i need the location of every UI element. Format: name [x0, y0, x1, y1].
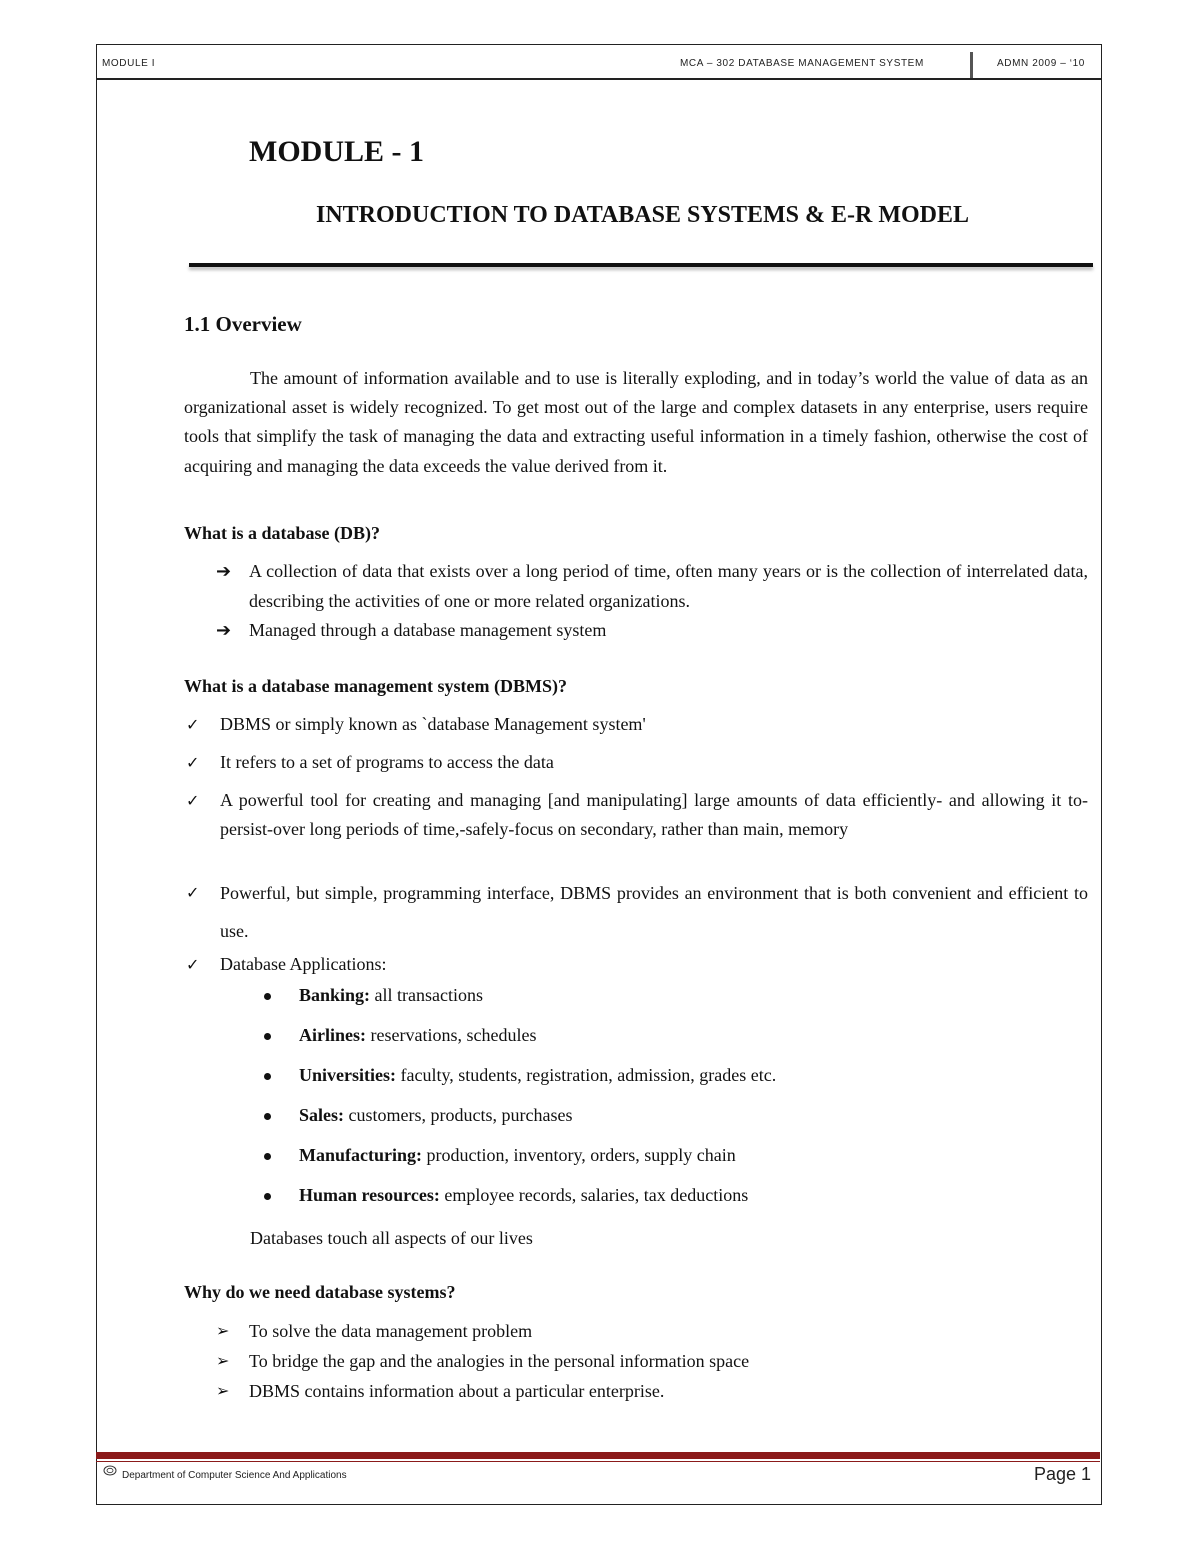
checkmark-icon: ✓ [186, 715, 200, 734]
database-applications-list [260, 981, 1080, 1221]
db-definition-list [216, 557, 1088, 646]
footer-department: Department of Computer Science And Applications [122, 1470, 347, 1481]
overview-heading: 1.1 Overview [184, 312, 302, 336]
overview-paragraph [184, 364, 1088, 481]
bullet-icon [264, 1113, 271, 1120]
checkmark-icon: ✓ [186, 791, 200, 810]
list-item: ✓ DBMS or simply known as `database Management system' [184, 710, 1088, 739]
checkmark-icon: ✓ [186, 753, 200, 772]
dbms-item-4 [184, 874, 1088, 950]
db-question: What is a database (DB)? [184, 523, 381, 543]
list-item: Universities: faculty, students, registration, admission, grades etc. [260, 1061, 1080, 1101]
list-item: ➢ To bridge the gap and the analogies in the personal information space [216, 1346, 1088, 1376]
arrow-right-icon: ➔ [216, 620, 232, 641]
dbms-item-1 [184, 710, 1088, 739]
list-item: ✓ It refers to a set of programs to access the data [184, 748, 1088, 777]
header-rule [96, 78, 1102, 80]
arrow-right-icon: ➔ [216, 561, 232, 582]
checkmark-icon: ✓ [186, 883, 200, 902]
list-item: ✓ A powerful tool for creating and managing [and manipulating] large amounts of data efficiently- and allowing it to-persist-over long periods of time,-safely-focus on secondary, rather than main, memory [184, 786, 1088, 844]
footer-rule [96, 1452, 1100, 1459]
module-title: MODULE - 1 [249, 135, 424, 168]
list-item: Sales: customers, products, purchases [260, 1101, 1080, 1141]
bullet-icon [264, 1193, 271, 1200]
list-item: Airlines: reservations, schedules [260, 1021, 1080, 1061]
arrowhead-icon: ➢ [216, 1321, 230, 1340]
bullet-icon [264, 1153, 271, 1160]
header-module-label: MODULE I [102, 58, 156, 69]
list-item: ➢ DBMS contains information about a particular enterprise. [216, 1376, 1088, 1406]
header-course-title: MCA – 302 DATABASE MANAGEMENT SYSTEM [680, 58, 924, 69]
list-item: Human resources: employee records, salaries, tax deductions [260, 1181, 1080, 1221]
list-item: ✓ Database Applications: [184, 950, 1088, 979]
bullet-icon [264, 1073, 271, 1080]
list-item: ➔ A collection of data that exists over a long period of time, often many years or is the collection of interrelated data, describing the activities of one or more related organizations. [216, 557, 1088, 616]
header-divider [970, 52, 973, 78]
footer-page-number: Page 1 [1034, 1464, 1092, 1484]
header-admission-year: ADMN 2009 – ‘10 [997, 58, 1085, 69]
dbms-item-5 [184, 950, 1088, 979]
checkmark-icon: ✓ [186, 955, 200, 974]
list-item: ➔ Managed through a database management system [216, 616, 1088, 646]
list-item: Manufacturing: production, inventory, orders, supply chain [260, 1141, 1080, 1181]
arrowhead-icon: ➢ [216, 1351, 230, 1370]
arrowhead-icon: ➢ [216, 1381, 230, 1400]
bullet-icon [264, 1033, 271, 1040]
why-reasons-list [216, 1316, 1088, 1406]
module-subtitle: INTRODUCTION TO DATABASE SYSTEMS & E-R MODEL [316, 202, 970, 228]
bullet-icon [264, 993, 271, 1000]
dbms-item-2 [184, 748, 1088, 777]
list-item: Banking: all transactions [260, 981, 1080, 1021]
list-item: ➢ To solve the data management problem [216, 1316, 1088, 1346]
department-logo-icon [103, 1465, 117, 1476]
dbms-question: What is a database management system (DBMS)? [184, 676, 567, 696]
dbms-item-3 [184, 786, 1088, 844]
list-item: ✓ Powerful, but simple, programming interface, DBMS provides an environment that is both convenient and efficient to use. [184, 874, 1088, 950]
applications-closing-text: Databases touch all aspects of our lives [250, 1228, 533, 1248]
footer-rule-thin [96, 1461, 1100, 1462]
title-rule [189, 263, 1093, 267]
overview-paragraph-text: The amount of information available and to use is literally exploding, and in today’s world the value of data as an organizational asset is widely recognized. To get most out of the large and complex datasets in any enterprise, users require tools that simplify the task of managing the data and extracting useful information in a timely fashion, otherwise the cost of acquiring and managing the data exceeds the value derived from it. [184, 368, 1088, 476]
why-question: Why do we need database systems? [184, 1282, 456, 1302]
